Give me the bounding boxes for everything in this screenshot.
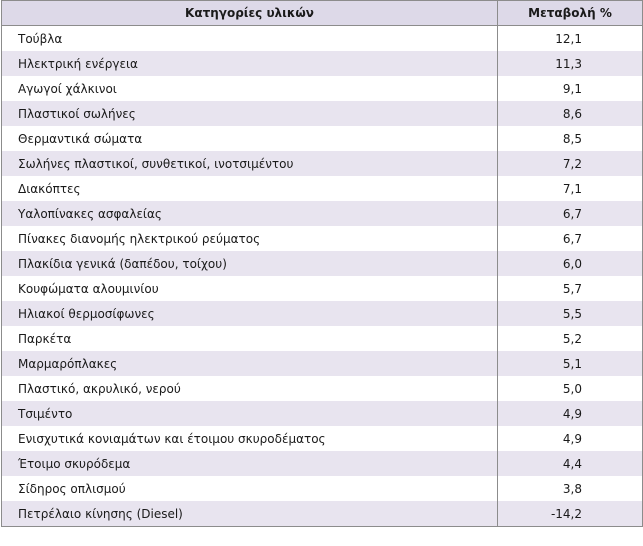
material-name: Υαλοπίνακες ασφαλείας <box>2 201 498 226</box>
change-value: 5,0 <box>498 376 643 401</box>
table-row <box>2 426 643 451</box>
materials-change-table <box>1 0 643 527</box>
category-column-header: Κατηγορίες υλικών <box>2 1 498 26</box>
table-row <box>2 151 643 176</box>
material-name: Θερμαντικά σώματα <box>2 126 498 151</box>
material-name: Πίνακες διανομής ηλεκτρικού ρεύματος <box>2 226 498 251</box>
table-row <box>2 326 643 351</box>
table-row <box>2 401 643 426</box>
table-row <box>2 476 643 501</box>
material-name: Κουφώματα αλουμινίου <box>2 276 498 301</box>
change-value: 11,3 <box>498 51 643 76</box>
change-value: 4,4 <box>498 451 643 476</box>
table-body <box>2 26 643 527</box>
table-row <box>2 51 643 76</box>
change-value: 6,7 <box>498 201 643 226</box>
material-name: Ηλεκτρική ενέργεια <box>2 51 498 76</box>
table-row <box>2 101 643 126</box>
table-row <box>2 176 643 201</box>
material-name: Τσιμέντο <box>2 401 498 426</box>
material-name: Διακόπτες <box>2 176 498 201</box>
material-name: Παρκέτα <box>2 326 498 351</box>
change-value: 4,9 <box>498 426 643 451</box>
change-value: 12,1 <box>498 26 643 52</box>
material-name: Έτοιμο σκυρόδεμα <box>2 451 498 476</box>
material-name: Τούβλα <box>2 26 498 52</box>
material-name: Πλακίδια γενικά (δαπέδου, τοίχου) <box>2 251 498 276</box>
table-row <box>2 501 643 527</box>
material-name: Ενισχυτικά κονιαμάτων και έτοιμου σκυροδέματος <box>2 426 498 451</box>
table-row <box>2 276 643 301</box>
change-value: 8,5 <box>498 126 643 151</box>
change-value: 7,2 <box>498 151 643 176</box>
table-row <box>2 351 643 376</box>
change-value: 6,0 <box>498 251 643 276</box>
table-row <box>2 26 643 52</box>
material-name: Σίδηρος οπλισμού <box>2 476 498 501</box>
change-value: 5,1 <box>498 351 643 376</box>
table-row <box>2 126 643 151</box>
table-header-row <box>2 1 643 26</box>
material-name: Πλαστικοί σωλήνες <box>2 101 498 126</box>
change-value: 8,6 <box>498 101 643 126</box>
change-value: 5,2 <box>498 326 643 351</box>
material-name: Πλαστικό, ακρυλικό, νερού <box>2 376 498 401</box>
change-column-header: Μεταβολή % <box>498 1 643 26</box>
material-name: Αγωγοί χάλκινοι <box>2 76 498 101</box>
change-value: -14,2 <box>498 501 643 527</box>
table-row <box>2 76 643 101</box>
table-row <box>2 201 643 226</box>
material-name: Πετρέλαιο κίνησης (Diesel) <box>2 501 498 527</box>
change-value: 4,9 <box>498 401 643 426</box>
table-row <box>2 376 643 401</box>
change-value: 7,1 <box>498 176 643 201</box>
table-row <box>2 226 643 251</box>
change-value: 6,7 <box>498 226 643 251</box>
material-name: Μαρμαρόπλακες <box>2 351 498 376</box>
material-name: Ηλιακοί θερμοσίφωνες <box>2 301 498 326</box>
table-row <box>2 451 643 476</box>
material-name: Σωλήνες πλαστικοί, συνθετικοί, ινοτσιμέντου <box>2 151 498 176</box>
change-value: 5,5 <box>498 301 643 326</box>
table-row <box>2 301 643 326</box>
change-value: 9,1 <box>498 76 643 101</box>
change-value: 3,8 <box>498 476 643 501</box>
change-value: 5,7 <box>498 276 643 301</box>
table-row <box>2 251 643 276</box>
